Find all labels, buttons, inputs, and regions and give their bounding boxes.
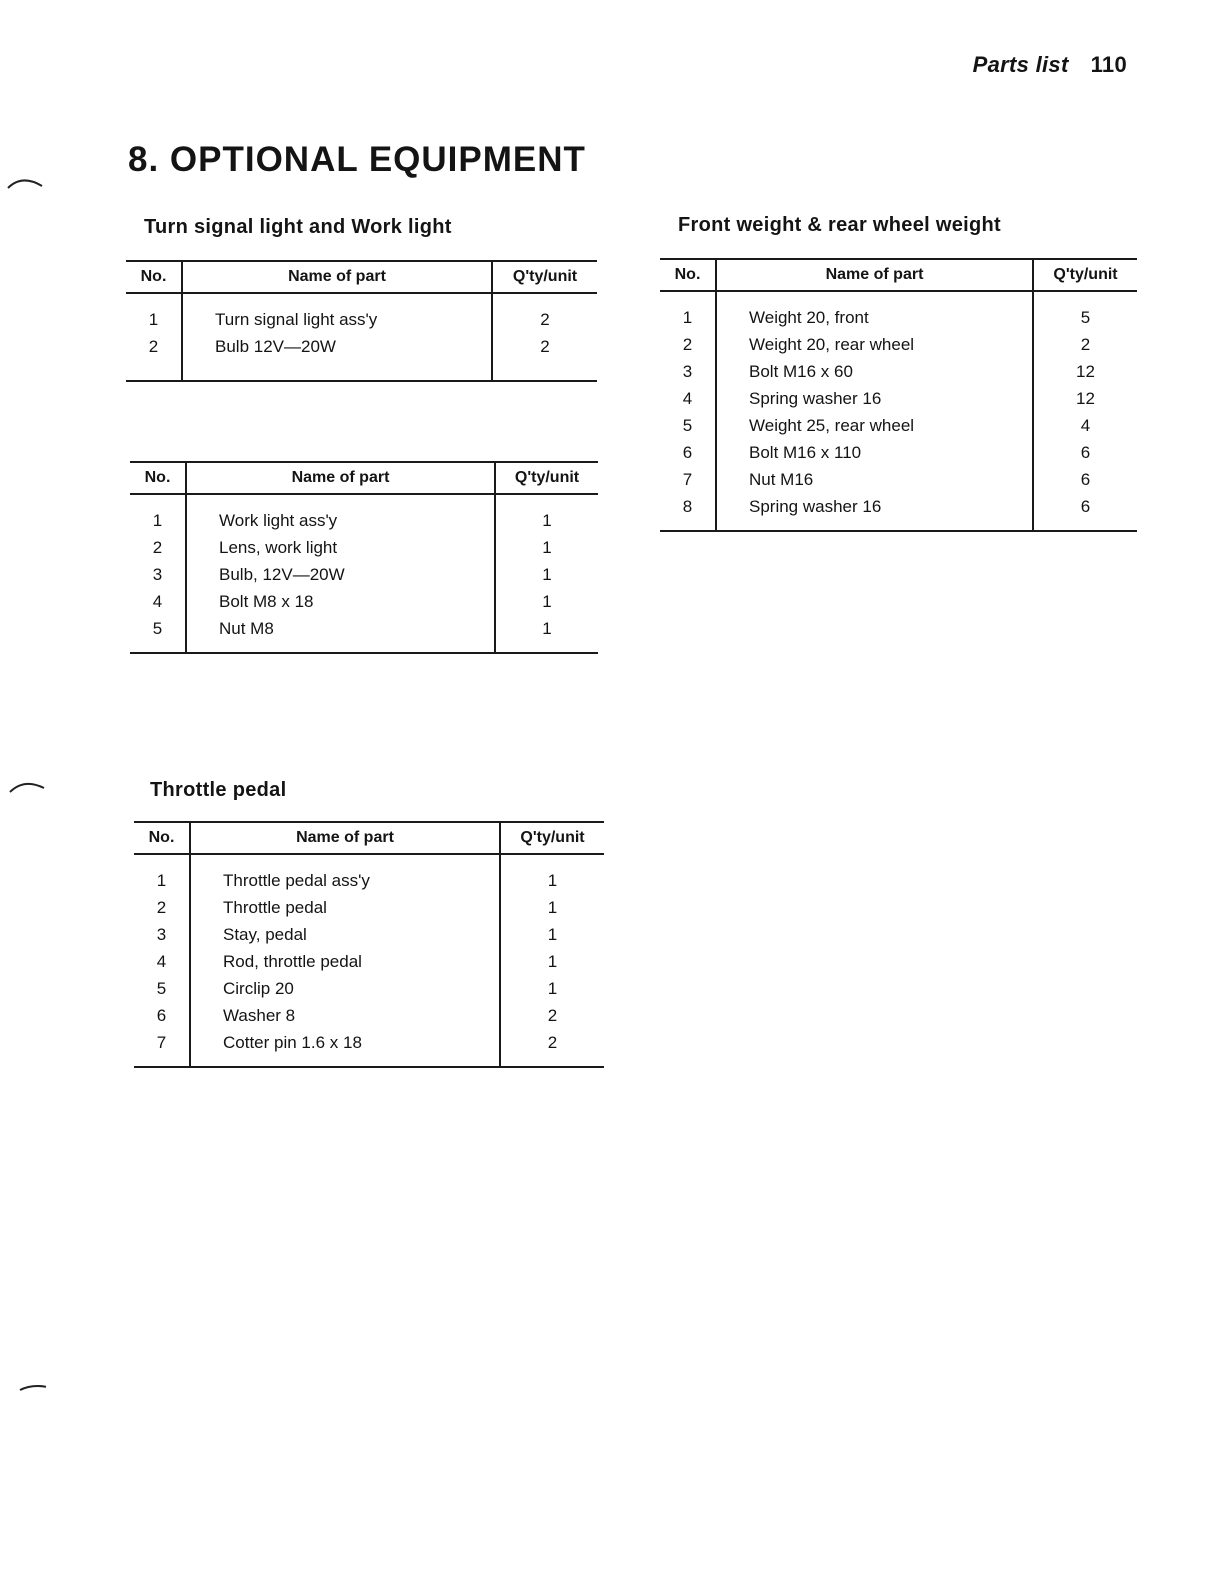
column-qty	[496, 507, 598, 642]
cell-name: Spring washer 16	[749, 497, 882, 516]
header-qty-unit: Q'ty/unit	[512, 268, 578, 285]
cell-no: 1	[152, 511, 163, 530]
header-name-of-part: Name of part	[715, 260, 1034, 290]
column-no	[126, 306, 181, 360]
column-qty	[493, 306, 597, 360]
cell-qty: 1	[547, 952, 558, 971]
cell-qty: 1	[542, 538, 552, 557]
page-header	[973, 52, 1127, 78]
section-title-throttle-pedal: Throttle pedal	[150, 779, 287, 801]
cell-name: Nut M16	[749, 470, 814, 489]
page-title: 8. OPTIONAL EQUIPMENT	[128, 140, 586, 179]
header-name-of-part: Name of part	[189, 823, 501, 853]
cell-name: Bolt M8 x 18	[219, 592, 314, 611]
cell-no: 6	[682, 443, 693, 462]
cell-no: 4	[156, 952, 167, 971]
cell-name: Lens, work light	[219, 538, 338, 557]
cell-no: 7	[156, 1033, 167, 1052]
cell-no: 1	[156, 871, 167, 890]
cell-qty: 2	[540, 310, 550, 329]
header-no: No.	[674, 266, 701, 283]
cell-name: Washer 8	[223, 1006, 296, 1025]
column-no	[130, 507, 185, 642]
header-qty-unit: Q'ty/unit	[514, 469, 580, 486]
table-header	[660, 260, 1137, 292]
cell-name: Cotter pin 1.6 x 18	[223, 1033, 362, 1052]
cell-no: 8	[682, 497, 693, 516]
page-number: 110	[1090, 52, 1127, 77]
cell-qty: 1	[542, 592, 552, 611]
parts-table-work-light	[130, 461, 598, 654]
column-no	[134, 867, 189, 1056]
cell-name: Nut M8	[219, 619, 274, 638]
table-body	[660, 292, 1137, 530]
cell-name: Circlip 20	[223, 979, 294, 998]
cell-no: 1	[682, 308, 693, 327]
cell-qty: 12	[1076, 389, 1095, 408]
cell-name: Throttle pedal	[223, 898, 327, 917]
header-name-of-part: Name of part	[181, 262, 493, 292]
cell-qty: 6	[1080, 470, 1091, 489]
table-body	[126, 294, 597, 380]
section-title-front-weight: Front weight & rear wheel weight	[678, 214, 1001, 236]
cell-qty: 1	[542, 565, 552, 584]
cell-name: Weight 20, front	[749, 308, 869, 327]
cell-no: 5	[152, 619, 163, 638]
header-name-of-part: Name of part	[185, 463, 496, 493]
cell-no: 4	[152, 592, 163, 611]
header-no: No.	[140, 268, 167, 285]
cell-no: 2	[156, 898, 167, 917]
cell-no: 7	[682, 470, 693, 489]
binder-hole-mark-middle	[6, 774, 46, 796]
cell-name: Bolt M16 x 110	[749, 443, 862, 462]
cell-no: 4	[682, 389, 693, 408]
cell-name: Throttle pedal ass'y	[223, 871, 370, 890]
cell-name: Spring washer 16	[749, 389, 882, 408]
table-body	[130, 495, 598, 652]
cell-qty: 4	[1080, 416, 1091, 435]
cell-qty: 6	[1080, 497, 1091, 516]
cell-no: 3	[152, 565, 163, 584]
column-no	[660, 304, 715, 520]
cell-no: 2	[152, 538, 163, 557]
cell-qty: 2	[547, 1006, 558, 1025]
section-title-turn-signal: Turn signal light and Work light	[144, 216, 452, 238]
cell-qty: 6	[1080, 443, 1091, 462]
binder-hole-mark-bottom	[6, 1378, 46, 1400]
table-header	[130, 463, 598, 495]
cell-name: Weight 20, rear wheel	[749, 335, 915, 354]
cell-qty: 5	[1080, 308, 1091, 327]
header-no: No.	[144, 469, 171, 486]
cell-no: 6	[156, 1006, 167, 1025]
cell-name: Bulb, 12V—20W	[219, 565, 345, 584]
cell-name: Weight 25, rear wheel	[749, 416, 915, 435]
cell-no: 1	[148, 310, 159, 329]
cell-qty: 1	[547, 979, 558, 998]
cell-qty: 1	[547, 925, 558, 944]
cell-name: Work light ass'y	[219, 511, 338, 530]
binder-hole-mark-top	[6, 172, 46, 194]
parts-table-front-weight	[660, 258, 1137, 532]
cell-name: Bulb 12V—20W	[215, 337, 336, 356]
parts-table-turn-signal	[126, 260, 597, 382]
cell-qty: 2	[1080, 335, 1091, 354]
column-qty	[1034, 304, 1137, 520]
cell-name: Rod, throttle pedal	[223, 952, 362, 971]
cell-name: Turn signal light ass'y	[215, 310, 378, 329]
cell-qty: 1	[547, 898, 558, 917]
header-qty-unit: Q'ty/unit	[520, 829, 585, 846]
cell-no: 2	[682, 335, 693, 354]
column-name	[715, 292, 1034, 530]
cell-qty: 1	[542, 619, 552, 638]
column-name	[185, 495, 496, 652]
cell-qty: 1	[547, 871, 558, 890]
column-qty	[501, 867, 604, 1056]
cell-no: 2	[148, 337, 159, 356]
column-name	[181, 294, 493, 380]
cell-qty: 1	[542, 511, 552, 530]
cell-no: 3	[156, 925, 167, 944]
parts-table-throttle-pedal	[134, 821, 604, 1068]
section-label: Parts list	[972, 52, 1069, 77]
cell-no: 3	[682, 362, 693, 381]
cell-qty: 12	[1076, 362, 1095, 381]
cell-no: 5	[682, 416, 693, 435]
table-header	[134, 823, 604, 855]
column-name	[189, 855, 501, 1066]
header-qty-unit: Q'ty/unit	[1053, 266, 1118, 283]
cell-name: Bolt M16 x 60	[749, 362, 853, 381]
table-body	[134, 855, 604, 1066]
table-header	[126, 262, 597, 294]
header-no: No.	[148, 829, 175, 846]
cell-qty: 2	[540, 337, 550, 356]
cell-qty: 2	[547, 1033, 558, 1052]
cell-name: Stay, pedal	[223, 925, 307, 944]
cell-no: 5	[156, 979, 167, 998]
